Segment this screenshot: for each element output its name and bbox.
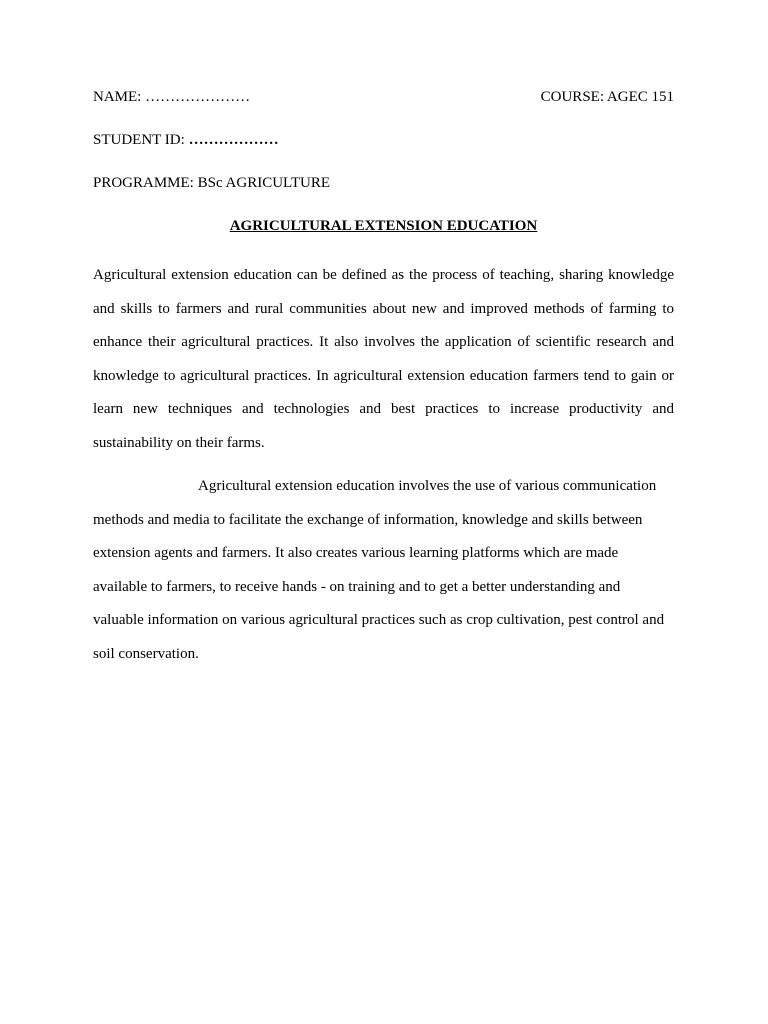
header-row	[93, 87, 674, 107]
document-title: AGRICULTURAL EXTENSION EDUCATION	[229, 218, 538, 234]
name-field: NAME: …………………	[93, 89, 251, 105]
student-id-field	[93, 130, 279, 150]
paragraph-1: Agricultural extension education can be defined as the process of teaching, sharing knowledge and skills to farmers and rural communities about new and improved methods of farming to enhance their agricultural practices. It also involves the application of scientific research and knowledge to agricultural practices. In agricultural extension education farmers tend to gain or learn new techniques and technologies and best practices to increase productivity and sustainability on their farms.	[93, 267, 674, 451]
programme-field: PROGRAMME: BSc AGRICULTURE	[93, 175, 330, 191]
student-id-label: STUDENT ID:	[93, 132, 189, 148]
paragraph-2: Agricultural extension education involves the use of various communication methods and media to facilitate the exchange of information, knowledge and skills between extension agents and farmers. It also creates various learning platforms which are made available to farmers, to receive hands - on training and to get a better understanding and valuable information on various agricultural practices such as crop cultivation, pest control and soil conservation.	[93, 478, 665, 662]
course-field: COURSE: AGEC 151	[540, 89, 674, 105]
student-id-dots: ………………	[188, 132, 279, 148]
